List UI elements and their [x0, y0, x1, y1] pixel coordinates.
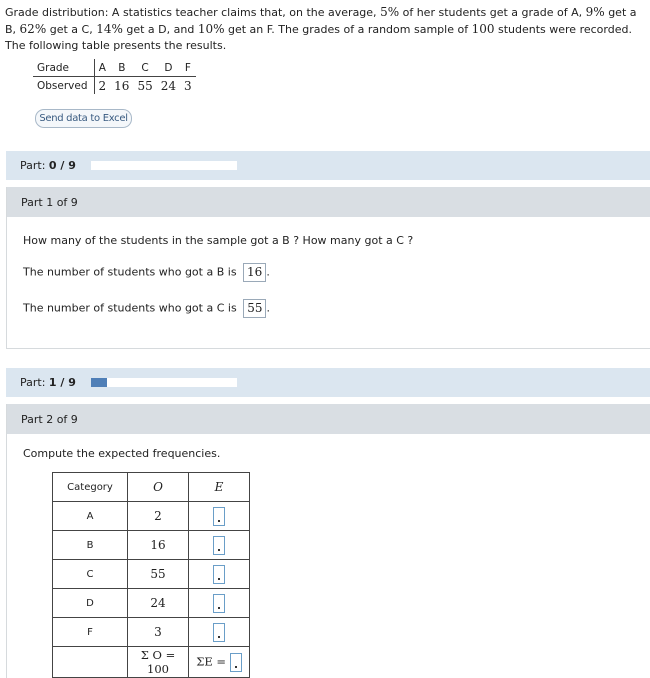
grade-table — [33, 59, 196, 94]
observed-cell: 3 — [184, 78, 192, 93]
grade-cell: B — [110, 59, 133, 77]
grade-cell: C — [133, 59, 156, 77]
expected-frequency-table — [52, 472, 250, 678]
part-progress-bar — [6, 368, 650, 397]
grade-header: Grade — [33, 59, 94, 77]
sum-expected-input[interactable] — [230, 653, 242, 672]
b-count-line: The number of students who got a B is 16 . — [23, 263, 270, 282]
c-count-answer[interactable]: 55 — [243, 299, 266, 318]
expected-input[interactable] — [213, 536, 225, 555]
grade-cell: A — [94, 59, 110, 77]
observed-cell: 2 — [128, 502, 189, 531]
sum-observed: Σ O = 100 — [128, 647, 189, 678]
observed-cell: 3 — [128, 618, 189, 647]
observed-cell: 55 — [137, 78, 153, 93]
category-cell: C — [53, 560, 128, 589]
category-cell: F — [53, 618, 128, 647]
b-count-label: The number of students who got a B is — [23, 265, 237, 279]
part2-header — [7, 404, 650, 434]
problem-statement: Grade distribution: A statistics teacher claims that, on the average, 5% of her students get a grade of A, 9% get a B, 62% get a C, 14% get a D, and 10% get an F. The grades of a random sample of 100 students were recorded. The following table presents the results. — [5, 5, 637, 52]
sum-expected-label: ΣE = — [196, 654, 227, 668]
observed-cell: 16 — [128, 531, 189, 560]
part1-header — [7, 187, 650, 217]
category-cell: B — [53, 531, 128, 560]
category-header: Category — [53, 473, 128, 502]
c-count-label: The number of students who got a C is — [23, 301, 237, 315]
observed-cell: 16 — [114, 78, 130, 93]
grade-cell: F — [180, 59, 196, 77]
observed-header: O — [128, 473, 189, 502]
expected-header: E — [189, 473, 250, 502]
category-cell: D — [53, 589, 128, 618]
expected-input[interactable] — [213, 507, 225, 526]
part2-instruction: Compute the expected frequencies. — [23, 447, 221, 460]
observed-cell: 2 — [98, 78, 107, 93]
part-label: Part: — [20, 376, 46, 389]
progress-track — [91, 161, 237, 170]
grade-cell: D — [157, 59, 180, 77]
observed-cell: 24 — [160, 78, 177, 93]
expected-input[interactable] — [213, 623, 225, 642]
observed-cell: 24 — [128, 589, 189, 618]
empty-cell — [53, 647, 128, 678]
part2-title: Part 2 of 9 — [21, 412, 78, 426]
expected-input[interactable] — [213, 565, 225, 584]
part-count: 0 / 9 — [48, 159, 76, 172]
send-to-excel-button[interactable]: Send data to Excel — [35, 109, 132, 128]
part-progress-bar — [6, 151, 650, 180]
part1-question: How many of the students in the sample got a B ? How many got a C ? — [23, 234, 414, 247]
observed-header: Observed — [33, 77, 94, 95]
observed-cell: 55 — [128, 560, 189, 589]
part1-title: Part 1 of 9 — [21, 195, 78, 209]
b-count-answer[interactable]: 16 — [243, 263, 266, 282]
expected-input[interactable] — [213, 594, 225, 613]
part-label: Part: — [20, 159, 46, 172]
category-cell: A — [53, 502, 128, 531]
progress-track — [91, 378, 237, 387]
c-count-line: The number of students who got a C is 55 . — [23, 299, 270, 318]
progress-fill — [91, 378, 107, 387]
part-count: 1 / 9 — [48, 376, 76, 389]
part1-panel — [6, 187, 650, 349]
